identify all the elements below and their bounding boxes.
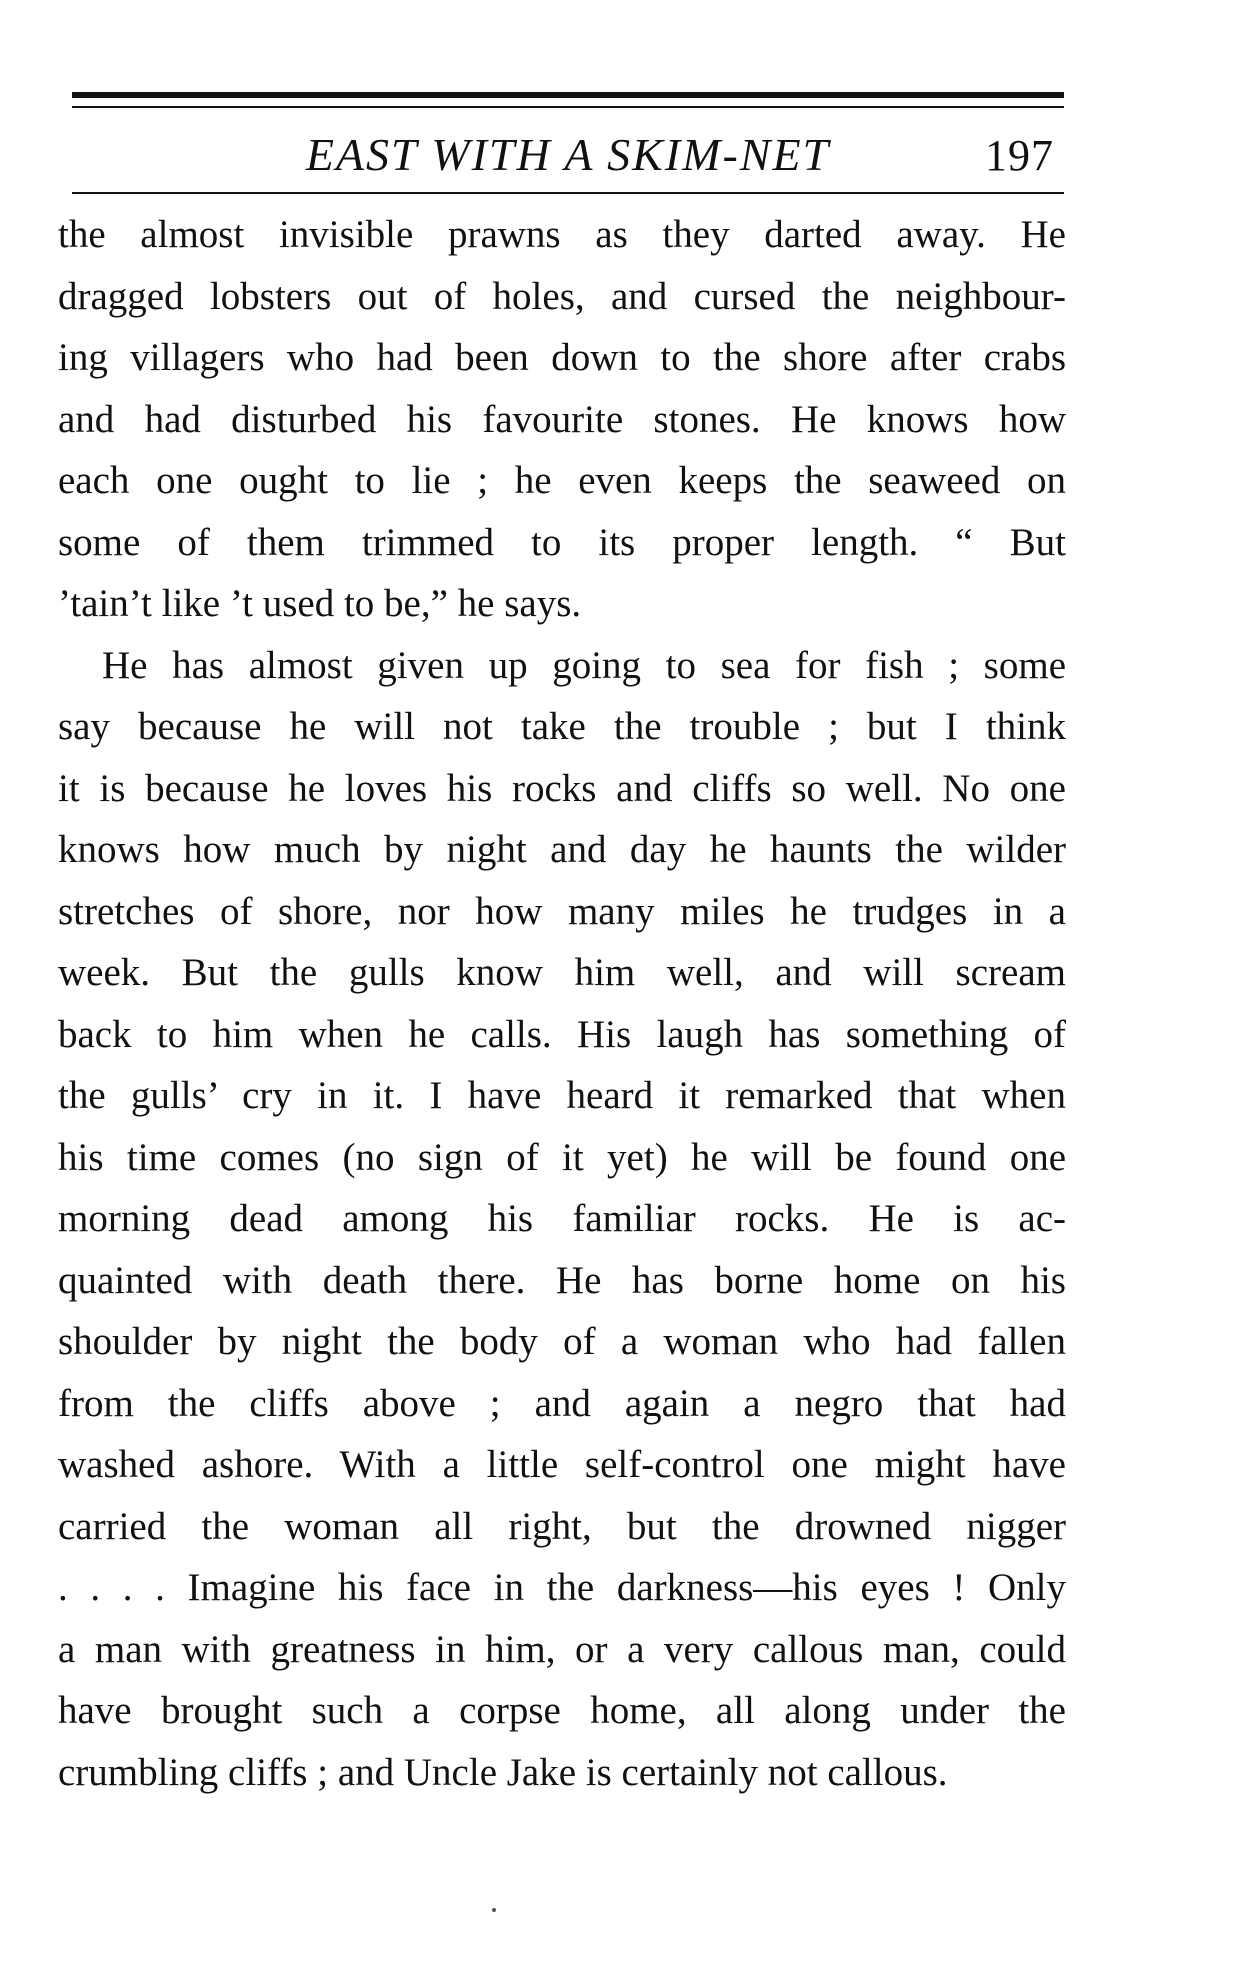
text-line: ’tain’t like ’t used to be,” he says. (58, 582, 582, 625)
text-line: . . . . Imagine his face in the darkness—his eyes ! Only (58, 1566, 1066, 1609)
text-line: have brought such a corpse home, all along under the (58, 1689, 1066, 1732)
header-rule-thick (72, 92, 1064, 98)
text-line: crumbling cliffs ; and Uncle Jake is certainly not callous. (58, 1750, 948, 1794)
text-line: knows how much by night and day he haunts the wilder (58, 828, 1066, 871)
text-line: back to him when he calls. His laugh has something of (58, 1012, 1066, 1056)
text-line: from the cliffs above ; and again a negro that had (58, 1381, 1066, 1425)
text-line: his time comes (no sign of it yet) he will be found one (58, 1135, 1066, 1179)
text-line: some of them trimmed to its proper length. “ But (58, 520, 1066, 564)
page-speck (492, 1908, 496, 1912)
text-line: each one ought to lie ; he even keeps the seaweed on (58, 459, 1066, 502)
text-line: week. But the gulls know him well, and will scream (58, 951, 1066, 994)
text-line: ing villagers who had been down to the shore after crabs (58, 336, 1066, 379)
text-line: shoulder by night the body of a woman who had fallen (58, 1320, 1066, 1363)
text-line: quainted with death there. He has borne home on his (58, 1258, 1066, 1302)
running-title: EAST WITH A SKIM-NET (305, 129, 831, 180)
running-header (72, 128, 1064, 188)
text-line: morning dead among his familiar rocks. He is ac- (58, 1197, 1066, 1240)
header-underline (72, 192, 1064, 194)
page-number: 197 (985, 131, 1054, 180)
text-line: the almost invisible prawns as they darted away. He (58, 213, 1066, 256)
text-line: washed ashore. With a little self-control one might have (58, 1443, 1066, 1486)
text-line: it is because he loves his rocks and cliffs so well. No one (58, 766, 1066, 810)
text-line: stretches of shore, nor how many miles he trudges in a (58, 889, 1066, 933)
header-rule-thin (72, 106, 1064, 108)
text-line: carried the woman all right, but the drowned nigger (58, 1504, 1066, 1548)
text-line: He has almost given up going to sea for fish ; some (102, 643, 1066, 687)
text-line: the gulls’ cry in it. I have heard it remarked that when (58, 1074, 1066, 1117)
text-line: and had disturbed his favourite stones. He knows how (58, 397, 1066, 441)
text-line: dragged lobsters out of holes, and cursed the neighbour- (58, 274, 1066, 318)
text-line: a man with greatness in him, or a very callous man, could (58, 1627, 1066, 1671)
body-text (58, 204, 1066, 1803)
text-line: say because he will not take the trouble ; but I think (58, 705, 1066, 748)
